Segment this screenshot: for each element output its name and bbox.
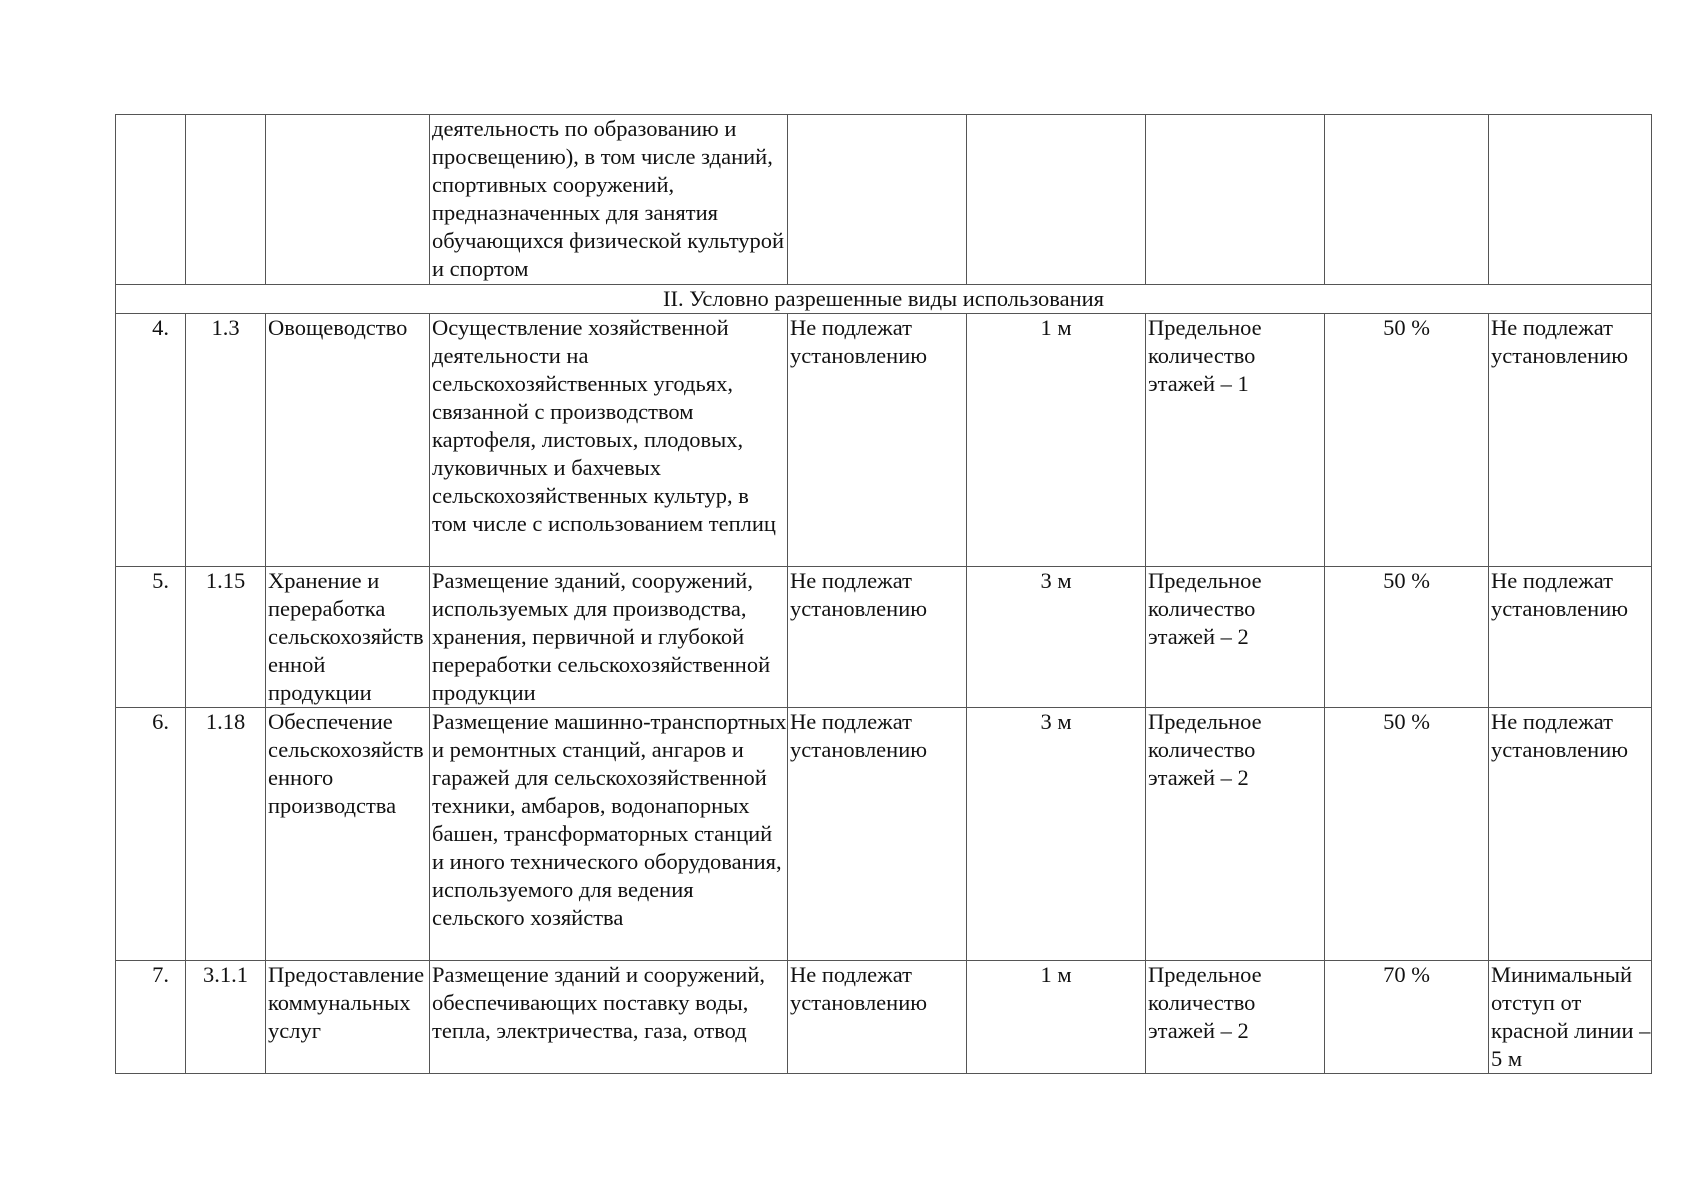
description-text: деятельность по образованию и просвещению), в том числе зданий, спортивных сооружений, предназначенных для занятия обучающихся физической культурой и спортом [432, 116, 785, 281]
cell-description: Размещение зданий, сооружений, используемых для производства, хранения, первичной и глубокой переработки сельскохозяйственной продукции [430, 567, 788, 708]
cell-description [430, 115, 788, 285]
cell-other: Минимальный отступ от красной линии – 5 м [1489, 961, 1652, 1074]
cell-plot-size: Не подлежат установлению [788, 314, 967, 567]
cell-other [1489, 115, 1652, 285]
cell-description: Осуществление хозяйственной деятельности на сельскохозяйственных угодьях, связанной с производством картофеля, листовых, плодовых, луковичных и бахчевых сельскохозяйственных культур, в том числе с использованием теплиц [430, 314, 788, 567]
cell-other: Не подлежат установлению [1489, 567, 1652, 708]
cell-code: 1.18 [186, 708, 266, 961]
table-row [116, 961, 1652, 1074]
cell-code: 3.1.1 [186, 961, 266, 1074]
cell-plot-size: Не подлежат установлению [788, 708, 967, 961]
section-header-row [116, 285, 1652, 314]
cell-plot-size: Не подлежат установлению [788, 567, 967, 708]
cell-setback: 3 м [967, 708, 1146, 961]
cell-num: 6. [116, 708, 186, 961]
cell-name: Предоставление коммунальных услуг [266, 961, 430, 1074]
cell-name: Хранение и переработка сельскохозяйственной продукции [266, 567, 430, 708]
cell-name [266, 115, 430, 285]
cell-code: 1.3 [186, 314, 266, 567]
table-row [116, 567, 1652, 708]
table-row [116, 708, 1652, 961]
section-title: II. Условно разрешенные виды использования [116, 285, 1652, 314]
cell-name: Овощеводство [266, 314, 430, 567]
cell-plot-size [788, 115, 967, 285]
cell-coverage: 70 % [1325, 961, 1489, 1074]
cell-other: Не подлежат установлению [1489, 314, 1652, 567]
table-row-continuation [116, 115, 1652, 285]
cell-num: 5. [116, 567, 186, 708]
cell-floors: Предельное количество этажей – 2 [1146, 961, 1325, 1074]
cell-coverage: 50 % [1325, 314, 1489, 567]
land-use-table [115, 114, 1652, 1074]
cell-code: 1.15 [186, 567, 266, 708]
cell-description: Размещение зданий и сооружений, обеспечивающих поставку воды, тепла, электричества, газа, отвод [430, 961, 788, 1074]
cell-coverage: 50 % [1325, 567, 1489, 708]
cell-coverage: 50 % [1325, 708, 1489, 961]
cell-description: Размещение машинно-транспортных и ремонтных станций, ангаров и гаражей для сельскохозяйственной техники, амбаров, водонапорных башен, трансформаторных станций и иного технического оборудования, используемого для ведения сельского хозяйства [430, 708, 788, 961]
cell-setback: 3 м [967, 567, 1146, 708]
cell-setback [967, 115, 1146, 285]
table-row [116, 314, 1652, 567]
cell-num: 4. [116, 314, 186, 567]
cell-code [186, 115, 266, 285]
cell-setback: 1 м [967, 961, 1146, 1074]
cell-floors: Предельное количество этажей – 1 [1146, 314, 1325, 567]
cell-name: Обеспечение сельскохозяйственного производства [266, 708, 430, 961]
cell-num [116, 115, 186, 285]
cell-floors: Предельное количество этажей – 2 [1146, 708, 1325, 961]
cell-other: Не подлежат установлению [1489, 708, 1652, 961]
cell-floors: Предельное количество этажей – 2 [1146, 567, 1325, 708]
cell-coverage [1325, 115, 1489, 285]
cell-num: 7. [116, 961, 186, 1074]
cell-setback: 1 м [967, 314, 1146, 567]
cell-plot-size: Не подлежат установлению [788, 961, 967, 1074]
cell-floors [1146, 115, 1325, 285]
